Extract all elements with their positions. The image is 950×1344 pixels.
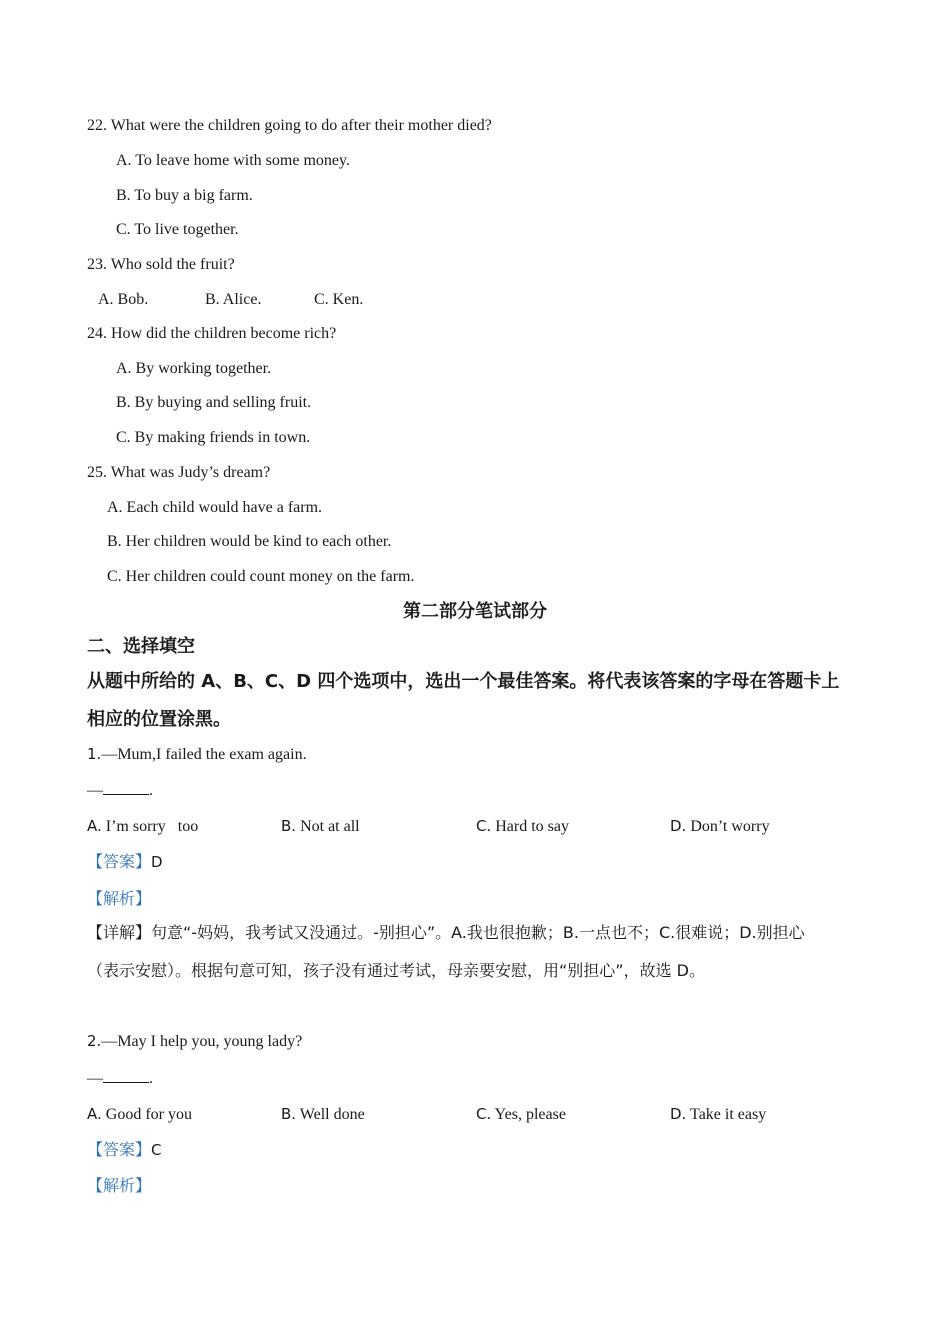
q1-prompt-text: —Mum,I failed the exam again. [101, 746, 307, 763]
q2-answer [87, 1140, 162, 1160]
q2-option-a-text: Good for you [105, 1106, 192, 1123]
question-25: 25. What was Judy’s dream? [87, 464, 271, 481]
option-24b: B. By buying and selling fruit. [116, 394, 312, 411]
q2-option-d-letter: D. [670, 1105, 687, 1123]
q2-option-a-letter: A. [87, 1105, 102, 1123]
q2-prompt [87, 1031, 302, 1052]
q2-option-b [281, 1104, 365, 1125]
option-22c: C. To live together. [116, 221, 239, 238]
q2-reply [87, 1068, 153, 1089]
q1-option-c [476, 816, 569, 837]
q1-reply-end: . [149, 782, 153, 799]
option-23b: B. Alice. [205, 291, 262, 308]
q1-reply [87, 780, 153, 801]
q2-analysis-label: 【解析】 [87, 1176, 152, 1195]
q2-option-c [476, 1104, 566, 1125]
option-24c: C. By making friends in town. [116, 429, 311, 446]
q2-answer-value: C [151, 1141, 162, 1159]
option-25a: A. Each child would have a farm. [107, 499, 323, 516]
q2-answer-label: 【答案】 [87, 1140, 152, 1159]
q2-option-b-letter: B. [281, 1105, 297, 1123]
option-25b: B. Her children would be kind to each other. [107, 533, 392, 550]
q1-option-b-text: Not at all [300, 818, 360, 835]
option-24a: A. By working together. [116, 360, 272, 377]
q1-option-a-text: I’m sorry too [105, 818, 199, 835]
q1-reply-dash: — [87, 782, 103, 799]
q2-reply-end: . [149, 1070, 153, 1087]
q1-option-d-letter: D. [670, 817, 687, 835]
q1-option-d-text: Don’t worry [690, 818, 770, 835]
q1-option-c-text: Hard to say [495, 818, 570, 835]
q1-answer-value: D [151, 853, 163, 871]
q2-option-a [87, 1104, 192, 1125]
option-22b: B. To buy a big farm. [116, 187, 253, 204]
q2-number: 2. [87, 1032, 102, 1050]
q1-option-b [281, 816, 360, 837]
q1-option-c-letter: C. [476, 817, 492, 835]
question-23: 23. Who sold the fruit? [87, 256, 235, 273]
instruction-line-2: 相应的位置涂黑。 [87, 709, 231, 730]
q2-option-d-text: Take it easy [690, 1106, 767, 1123]
q1-option-d [670, 816, 770, 837]
section-title: 二、选择填空 [87, 636, 195, 657]
option-23c: C. Ken. [314, 291, 364, 308]
q1-detail-line-2: （表示安慰）。根据句意可知，孩子没有通过考试，母亲要安慰，用“别担心”，故选 D。 [87, 961, 705, 980]
q1-detail-line-1: 【详解】句意“-妈妈，我考试又没通过。-别担心”。A.我也很抱歉；B.一点也不；C.很难说；D.别担心 [87, 923, 805, 942]
q2-option-b-text: Well done [299, 1106, 365, 1123]
q1-blank [103, 780, 149, 795]
q1-number: 1. [87, 745, 102, 763]
q2-option-d [670, 1104, 766, 1125]
q2-reply-dash: — [87, 1070, 103, 1087]
q1-option-a [87, 816, 198, 837]
instruction-line-1: 从题中所给的 A、B、C、D 四个选项中，选出一个最佳答案。将代表该答案的字母在答题卡上 [87, 671, 840, 692]
q1-option-a-letter: A. [87, 817, 102, 835]
q2-prompt-text: —May I help you, young lady? [101, 1033, 303, 1050]
q1-answer-label: 【答案】 [87, 852, 152, 871]
option-25c: C. Her children could count money on the farm. [107, 568, 415, 585]
q1-answer [87, 852, 163, 872]
option-22a: A. To leave home with some money. [116, 152, 350, 169]
q1-option-b-letter: B. [281, 817, 297, 835]
option-23a: A. Bob. [98, 291, 149, 308]
question-24: 24. How did the children become rich? [87, 325, 337, 342]
q1-prompt [87, 744, 307, 765]
q1-analysis-label: 【解析】 [87, 889, 152, 908]
q2-option-c-letter: C. [476, 1105, 492, 1123]
part-two-title: 第二部分笔试部分 [403, 601, 547, 622]
q2-blank [103, 1068, 149, 1083]
question-22: 22. What were the children going to do after their mother died? [87, 117, 492, 134]
q2-option-c-text: Yes, please [494, 1106, 566, 1123]
